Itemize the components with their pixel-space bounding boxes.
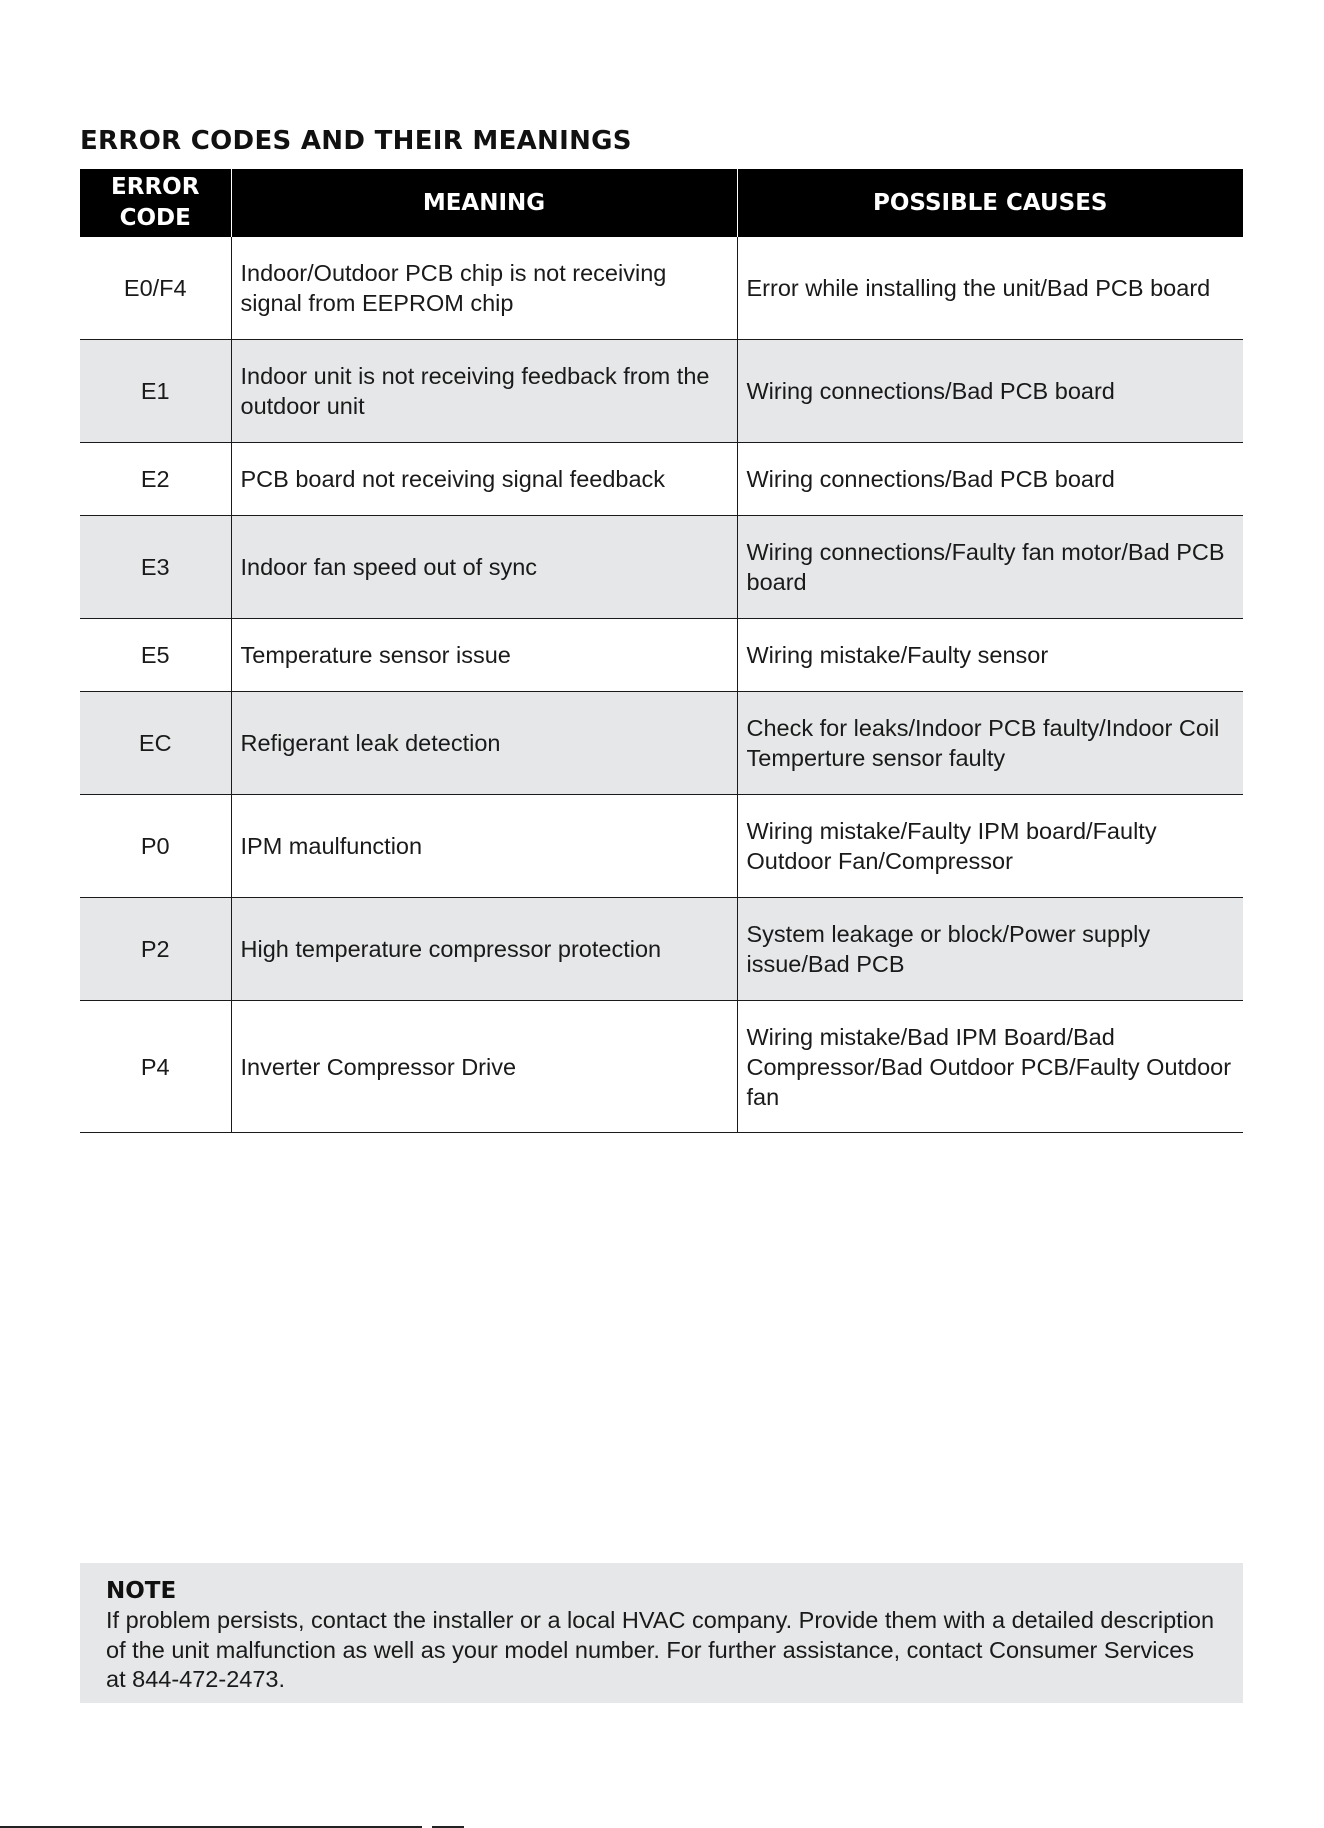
error-code-cell: P0 — [80, 795, 231, 898]
meaning-cell: Inverter Compressor Drive — [231, 1001, 737, 1133]
error-code-cell: E5 — [80, 619, 231, 692]
table-row — [80, 1001, 1243, 1133]
causes-cell: Check for leaks/Indoor PCB faulty/Indoor Coil Temperture sensor faulty — [737, 692, 1243, 795]
error-code-cell: E3 — [80, 516, 231, 619]
table-row — [80, 692, 1243, 795]
meaning-cell: Indoor/Outdoor PCB chip is not receiving signal from EEPROM chip — [231, 237, 737, 340]
header-error-code-line1: ERROR — [111, 174, 200, 200]
meaning-cell: Indoor unit is not receiving feedback from the outdoor unit — [231, 340, 737, 443]
causes-cell: Error while installing the unit/Bad PCB board — [737, 237, 1243, 340]
causes-cell: Wiring connections/Bad PCB board — [737, 340, 1243, 443]
error-codes-table — [80, 169, 1243, 1133]
causes-cell: Wiring mistake/Faulty sensor — [737, 619, 1243, 692]
table-row — [80, 619, 1243, 692]
note-box — [80, 1563, 1243, 1703]
table-row — [80, 516, 1243, 619]
meaning-cell: Indoor fan speed out of sync — [231, 516, 737, 619]
header-meaning: MEANING — [231, 169, 737, 237]
note-text: If problem persists, contact the installer or a local HVAC company. Provide them with a detailed description of the unit malfunction as well as your model number. For further assistance, contact Consumer Services at 844-472-2473. — [106, 1607, 1215, 1692]
table-row — [80, 795, 1243, 898]
note-heading: NOTE — [106, 1578, 177, 1604]
error-code-cell: EC — [80, 692, 231, 795]
causes-cell: Wiring connections/Bad PCB board — [737, 443, 1243, 516]
error-code-cell: E0/F4 — [80, 237, 231, 340]
table-row — [80, 237, 1243, 340]
header-error-code-line2: CODE — [119, 205, 191, 231]
meaning-cell: PCB board not receiving signal feedback — [231, 443, 737, 516]
causes-cell: Wiring connections/Faulty fan motor/Bad PCB board — [737, 516, 1243, 619]
causes-cell: System leakage or block/Power supply issue/Bad PCB — [737, 898, 1243, 1001]
meaning-cell: Temperature sensor issue — [231, 619, 737, 692]
header-possible-causes: POSSIBLE CAUSES — [737, 169, 1243, 237]
meaning-cell: Refigerant leak detection — [231, 692, 737, 795]
header-error-code — [80, 169, 231, 237]
table-row — [80, 443, 1243, 516]
table-row — [80, 340, 1243, 443]
table-header-row — [80, 169, 1243, 237]
error-code-cell: P2 — [80, 898, 231, 1001]
error-code-cell: P4 — [80, 1001, 231, 1133]
table-row — [80, 898, 1243, 1001]
error-code-cell: E2 — [80, 443, 231, 516]
causes-cell: Wiring mistake/Faulty IPM board/Faulty Outdoor Fan/Compressor — [737, 795, 1243, 898]
page-title: ERROR CODES AND THEIR MEANINGS — [80, 126, 632, 156]
meaning-cell: High temperature compressor protection — [231, 898, 737, 1001]
causes-cell: Wiring mistake/Bad IPM Board/Bad Compressor/Bad Outdoor PCB/Faulty Outdoor fan — [737, 1001, 1243, 1133]
error-code-cell: E1 — [80, 340, 231, 443]
meaning-cell: IPM maulfunction — [231, 795, 737, 898]
